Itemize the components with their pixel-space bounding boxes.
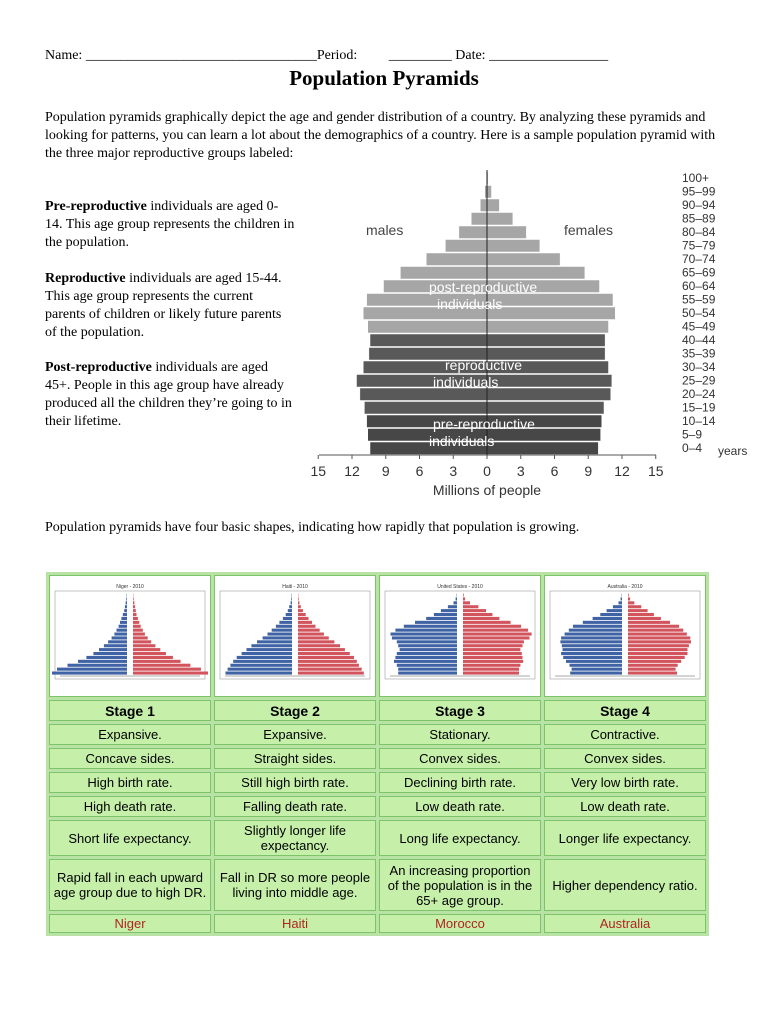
mini-female-bar [463,632,532,635]
mini-female-bar [463,636,530,639]
mini-male-bar [99,648,127,651]
mini-title: Niger - 2010 [116,583,144,590]
female-bar-0 [487,442,598,455]
mini-female-bar [298,624,316,627]
note-cell: Fall in DR so more people living into middle age. [214,859,376,911]
mini-male-bar [226,671,293,674]
post-reproductive-text: individuals are aged 45+. People in this age group have already produced all the children they’re going to in their lifetime. [45,360,292,429]
country-cell: Niger [49,914,211,933]
age-label-3: 15–19 [682,400,716,415]
mini-male-bar [276,624,292,627]
stage-header: Stage 3 [379,700,541,721]
male-bar-16 [459,226,487,239]
age-label-9: 45–49 [682,319,716,334]
female-bar-5 [487,375,612,388]
mini-female-bar [463,667,519,670]
sides-cell: Convex sides. [544,748,706,769]
post-reproductive-description [45,359,295,431]
mini-female-bar [133,620,139,623]
female-bar-13 [487,267,585,280]
mini-male-bar [237,655,292,658]
haiti-mini-pyramid [217,579,373,691]
females-label: females [564,222,614,238]
x-tick-label-9: 12 [614,463,630,479]
birth-rate-cell: High birth rate. [49,772,211,793]
name-period-date-line: Name: _________________________________Period: _________ Date: _________________ [45,48,609,63]
mini-male-bar [593,616,622,619]
mini-male-bar [454,601,458,604]
mini-female-bar [628,616,661,619]
mini-male-bar [560,640,622,643]
shapes-intro: Population pyramids have four basic shapes, indicating how rapidly that population is growing. [45,520,580,535]
post-reproductive-label-1: post-reproductive [429,279,538,295]
mini-female-bar [463,616,499,619]
death-rate-cell: Low death rate. [379,796,541,817]
mini-male-bar [397,640,457,643]
death-rate-cell: Low death rate. [544,796,706,817]
mini-male-bar [257,640,292,643]
country-row [49,914,706,933]
mini-male-bar [242,652,292,655]
mini-male-bar [125,605,127,608]
mini-female-bar [298,636,329,639]
mini-female-bar [628,644,689,647]
mini-male-bar [117,628,128,631]
x-axis-title: Millions of people [432,482,542,498]
mini-pyramid-row [49,575,706,697]
age-label-2: 10–14 [682,414,716,428]
sides-cell: Convex sides. [379,748,541,769]
mini-male-bar [289,605,292,608]
pre-reproductive-term: Pre-reproductive [45,199,147,214]
mini-male-bar [291,597,292,600]
female-bar-18 [487,199,499,212]
mini-male-bar [272,628,292,631]
mini-female-bar [298,659,357,662]
x-tick-label-7: 6 [550,463,559,479]
mini-male-bar [573,624,622,627]
mini-female-bar [463,652,522,655]
mini-female-bar [133,640,151,643]
intro-paragraph: Population pyramids graphically depict the age and gender distribution of a country. By analyzing these pyramids and looking for patterns, you can learn a lot about the demographics of a country. Here is a sample population pyramid with the three major reproductive groups labeled: [45,110,716,161]
mini-female-bar [628,655,685,658]
mini-female-bar [628,636,690,639]
reproductive-description [45,270,295,342]
mini-female-bar [298,620,312,623]
mini-female-bar [133,624,141,627]
shape-row [49,724,706,745]
mini-male-bar [283,616,292,619]
mini-male-bar [562,644,622,647]
note-cell: Higher dependency ratio. [544,859,706,911]
mini-male-bar [619,601,623,604]
birth-rate-cell: Very low birth rate. [544,772,706,793]
mini-male-bar [621,597,622,600]
x-tick-label-2: 9 [381,463,390,479]
mini-male-bar [415,620,457,623]
reproductive-label-1: reproductive [445,357,523,373]
page-title: Population Pyramids [289,66,479,90]
mini-male-bar [572,667,622,670]
mini-male-bar [52,671,127,674]
mini-female-bar [133,605,135,608]
mini-male-bar [57,667,127,670]
mini-female-bar [133,628,143,631]
mini-female-bar [298,671,364,674]
mini-female-bar [628,613,654,616]
mini-female-bar [628,624,679,627]
mini-male-bar [398,644,457,647]
mini-male-bar [78,659,127,662]
mini-female-bar [298,609,303,612]
mini-female-bar [133,632,145,635]
mini-female-bar [463,605,478,608]
mini-female-bar [628,593,629,596]
mini-female-bar [463,663,520,666]
mini-female-bar [463,593,464,596]
note-cell: Rapid fall in each upward age group due to high DR. [49,859,211,911]
life-expectancy-cell: Short life expectancy. [49,820,211,856]
mini-female-bar [298,632,324,635]
life-expectancy-row [49,820,706,856]
mini-male-bar [397,652,457,655]
mini-female-bar [463,613,492,616]
post-reproductive-term: Post-reproductive [45,360,152,375]
mini-male-bar [404,624,457,627]
death-rate-cell: High death rate. [49,796,211,817]
life-expectancy-cell: Long life expectancy. [379,820,541,856]
birth-rate-cell: Declining birth rate. [379,772,541,793]
mini-female-bar [463,640,524,643]
mini-male-bar [426,616,457,619]
mini-female-bar [628,640,691,643]
mini-female-bar [133,616,138,619]
male-bar-3 [364,402,487,415]
mini-female-bar [298,652,350,655]
mini-male-bar [279,620,292,623]
mini-female-bar [133,644,155,647]
mini-female-bar [463,671,519,674]
female-bar-3 [487,402,604,415]
mini-male-bar [434,613,457,616]
mini-male-bar [607,609,622,612]
male-bar-14 [426,253,487,266]
pre-reproductive-label-1: pre-reproductive [433,416,535,432]
mini-female-bar [133,636,148,639]
mini-pyramid-cell [214,575,376,697]
male-bar-9 [368,321,487,334]
mini-male-bar [86,655,127,658]
male-bar-13 [400,267,487,280]
mini-female-bar [133,667,201,670]
mini-female-bar [298,601,299,604]
x-tick-label-4: 3 [449,463,458,479]
country-cell: Morocco [379,914,541,933]
x-tick-label-6: 3 [516,463,525,479]
mini-male-bar [93,652,127,655]
mini-female-bar [628,652,688,655]
mini-male-bar [391,632,458,635]
pre-reproductive-label-2: individuals [429,433,495,449]
mini-female-bar [298,655,354,658]
sides-row [49,748,706,769]
sample-population-pyramid [300,165,750,505]
mini-female-bar [463,648,520,651]
united-states-mini-pyramid [382,579,538,691]
mini-male-bar [561,652,622,655]
mini-male-bar [251,644,292,647]
female-bar-19 [487,186,492,199]
mini-male-bar [288,609,292,612]
age-label-5: 25–29 [682,373,716,388]
stage-header: Stage 4 [544,700,706,721]
mini-male-bar [448,605,457,608]
death-rate-row [49,796,706,817]
mini-male-bar [119,624,127,627]
mini-female-bar [298,667,362,670]
age-label-0: 0–4 [682,441,703,455]
shape-cell: Expansive. [49,724,211,745]
age-label-8: 40–44 [682,333,716,347]
life-expectancy-cell: Slightly longer life expectancy. [214,820,376,856]
x-tick-label-3: 6 [415,463,424,479]
mini-female-bar [628,667,676,670]
mini-male-bar [247,648,293,651]
age-label-11: 55–59 [682,292,716,307]
mini-male-bar [583,620,622,623]
mini-female-bar [463,601,470,604]
mini-male-bar [104,644,127,647]
mini-pyramid-cell [544,575,706,697]
mini-female-bar [298,597,299,600]
male-bar-17 [471,213,487,226]
mini-male-bar [441,609,457,612]
stages-table [46,572,709,936]
mini-male-bar [233,659,292,662]
mini-title: United States - 2010 [437,583,483,590]
mini-male-bar [68,663,128,666]
pre-reproductive-description [45,198,295,252]
mini-female-bar [628,671,677,674]
sides-cell: Straight sides. [214,748,376,769]
mini-female-bar [628,601,634,604]
mini-female-bar [463,644,523,647]
mini-male-bar [398,667,457,670]
mini-female-bar [628,609,648,612]
mini-male-bar [565,632,622,635]
mini-male-bar [570,671,622,674]
mini-female-bar [628,605,641,608]
mini-female-bar [628,620,670,623]
female-bar-14 [487,253,560,266]
mini-female-bar [628,597,630,600]
sides-cell: Concave sides. [49,748,211,769]
mini-female-bar [133,597,134,600]
mini-male-bar [600,613,622,616]
mini-male-bar [112,636,127,639]
mini-female-bar [133,648,160,651]
mini-male-bar [228,667,292,670]
reproductive-text: individuals are aged 15-44. This age group represents the current parents of children or likely future parents of the population. [45,271,282,340]
mini-male-bar [566,659,622,662]
mini-female-bar [133,655,173,658]
mini-male-bar [123,613,127,616]
female-bar-17 [487,213,513,226]
mini-male-bar [563,648,623,651]
mini-female-bar [298,663,359,666]
birth-rate-cell: Still high birth rate. [214,772,376,793]
mini-female-bar [133,659,181,662]
x-tick-label-0: 15 [310,463,327,479]
mini-female-bar [133,609,136,612]
mini-male-bar [570,663,623,666]
age-label-20: 100+ [682,171,710,185]
stage-header: Stage 2 [214,700,376,721]
mini-male-bar [569,628,622,631]
males-label: males [366,222,404,238]
mini-female-bar [133,601,134,604]
mini-male-bar [126,597,127,600]
female-bar-10 [487,307,615,320]
reproductive-term: Reproductive [45,271,126,286]
mini-male-bar [395,655,457,658]
female-bar-11 [487,294,613,307]
mini-male-bar [397,663,457,666]
australia-mini-pyramid [547,579,703,691]
mini-male-bar [613,605,622,608]
x-tick-label-1: 12 [344,463,360,479]
age-label-17: 85–89 [682,211,716,226]
age-label-12: 60–64 [682,279,716,293]
female-bar-16 [487,226,526,239]
mini-male-bar [120,620,127,623]
mini-female-bar [463,620,511,623]
mini-male-bar [563,655,622,658]
age-label-16: 80–84 [682,225,716,239]
post-reproductive-label-2: individuals [437,296,503,312]
mini-title: Haiti - 2010 [282,583,308,590]
note-row [49,859,706,911]
mini-male-bar [286,613,292,616]
x-tick-label-5: 0 [483,463,491,479]
age-label-10: 50–54 [682,306,716,320]
mini-female-bar [133,652,166,655]
age-label-15: 75–79 [682,238,716,253]
reproductive-label-2: individuals [433,374,499,390]
mini-male-bar [392,636,457,639]
mini-female-bar [298,605,301,608]
mini-female-bar [298,640,334,643]
mini-female-bar [298,628,320,631]
stage-header-row [49,700,706,721]
mini-title: Australia - 2010 [607,583,643,590]
mini-male-bar [121,616,127,619]
mini-male-bar [561,636,622,639]
birth-rate-row [49,772,706,793]
male-bar-15 [445,240,487,253]
female-bar-9 [487,321,609,334]
mini-female-bar [133,663,190,666]
age-label-13: 65–69 [682,265,716,280]
female-bar-8 [487,334,605,347]
mini-male-bar [126,601,127,604]
mini-female-bar [463,628,528,631]
country-cell: Australia [544,914,706,933]
mini-female-bar [463,659,523,662]
age-label-4: 20–24 [682,387,716,401]
country-cell: Haiti [214,914,376,933]
mini-pyramid-cell [49,575,211,697]
age-label-19: 95–99 [682,184,716,199]
life-expectancy-cell: Longer life expectancy. [544,820,706,856]
male-bar-8 [370,334,487,347]
mini-male-bar [230,663,292,666]
mini-female-bar [628,659,681,662]
mini-female-bar [133,613,137,616]
mini-female-bar [133,671,208,674]
age-label-7: 35–39 [682,346,716,361]
male-bar-18 [480,199,487,212]
female-bar-15 [487,240,540,253]
mini-male-bar [108,640,127,643]
mini-male-bar [124,609,127,612]
age-label-14: 70–74 [682,252,716,266]
pre-reproductive-text: individuals are aged 0-14. This age group represents the children in the population. [45,199,295,250]
mini-male-bar [268,632,293,635]
mini-female-bar [628,648,688,651]
age-unit-label: years [718,444,748,458]
mini-pyramid-cell [379,575,541,697]
mini-male-bar [291,601,292,604]
mini-male-bar [114,632,127,635]
age-label-1: 5–9 [682,427,703,442]
female-bar-4 [487,388,611,401]
mini-male-bar [456,597,457,600]
mini-male-bar [394,659,457,662]
mini-male-bar [395,628,457,631]
mini-female-bar [463,597,465,600]
niger-mini-pyramid [52,579,208,691]
mini-female-bar [628,632,687,635]
shape-cell: Expansive. [214,724,376,745]
mini-male-bar [398,671,457,674]
mini-female-bar [628,663,678,666]
x-tick-label-10: 15 [647,463,664,479]
mini-female-bar [463,655,523,658]
shape-cell: Stationary. [379,724,541,745]
stage-header: Stage 1 [49,700,211,721]
mini-male-bar [263,636,292,639]
age-label-18: 90–94 [682,198,716,212]
mini-female-bar [298,648,345,651]
note-cell: An increasing proportion of the population is in the 65+ age group. [379,859,541,911]
shape-cell: Contractive. [544,724,706,745]
x-tick-label-8: 9 [584,463,593,479]
mini-female-bar [298,644,340,647]
mini-female-bar [463,609,486,612]
mini-female-bar [298,616,309,619]
age-label-6: 30–34 [682,360,716,374]
death-rate-cell: Falling death rate. [214,796,376,817]
mini-female-bar [298,613,306,616]
mini-male-bar [400,648,457,651]
mini-female-bar [463,624,521,627]
mini-female-bar [628,628,683,631]
